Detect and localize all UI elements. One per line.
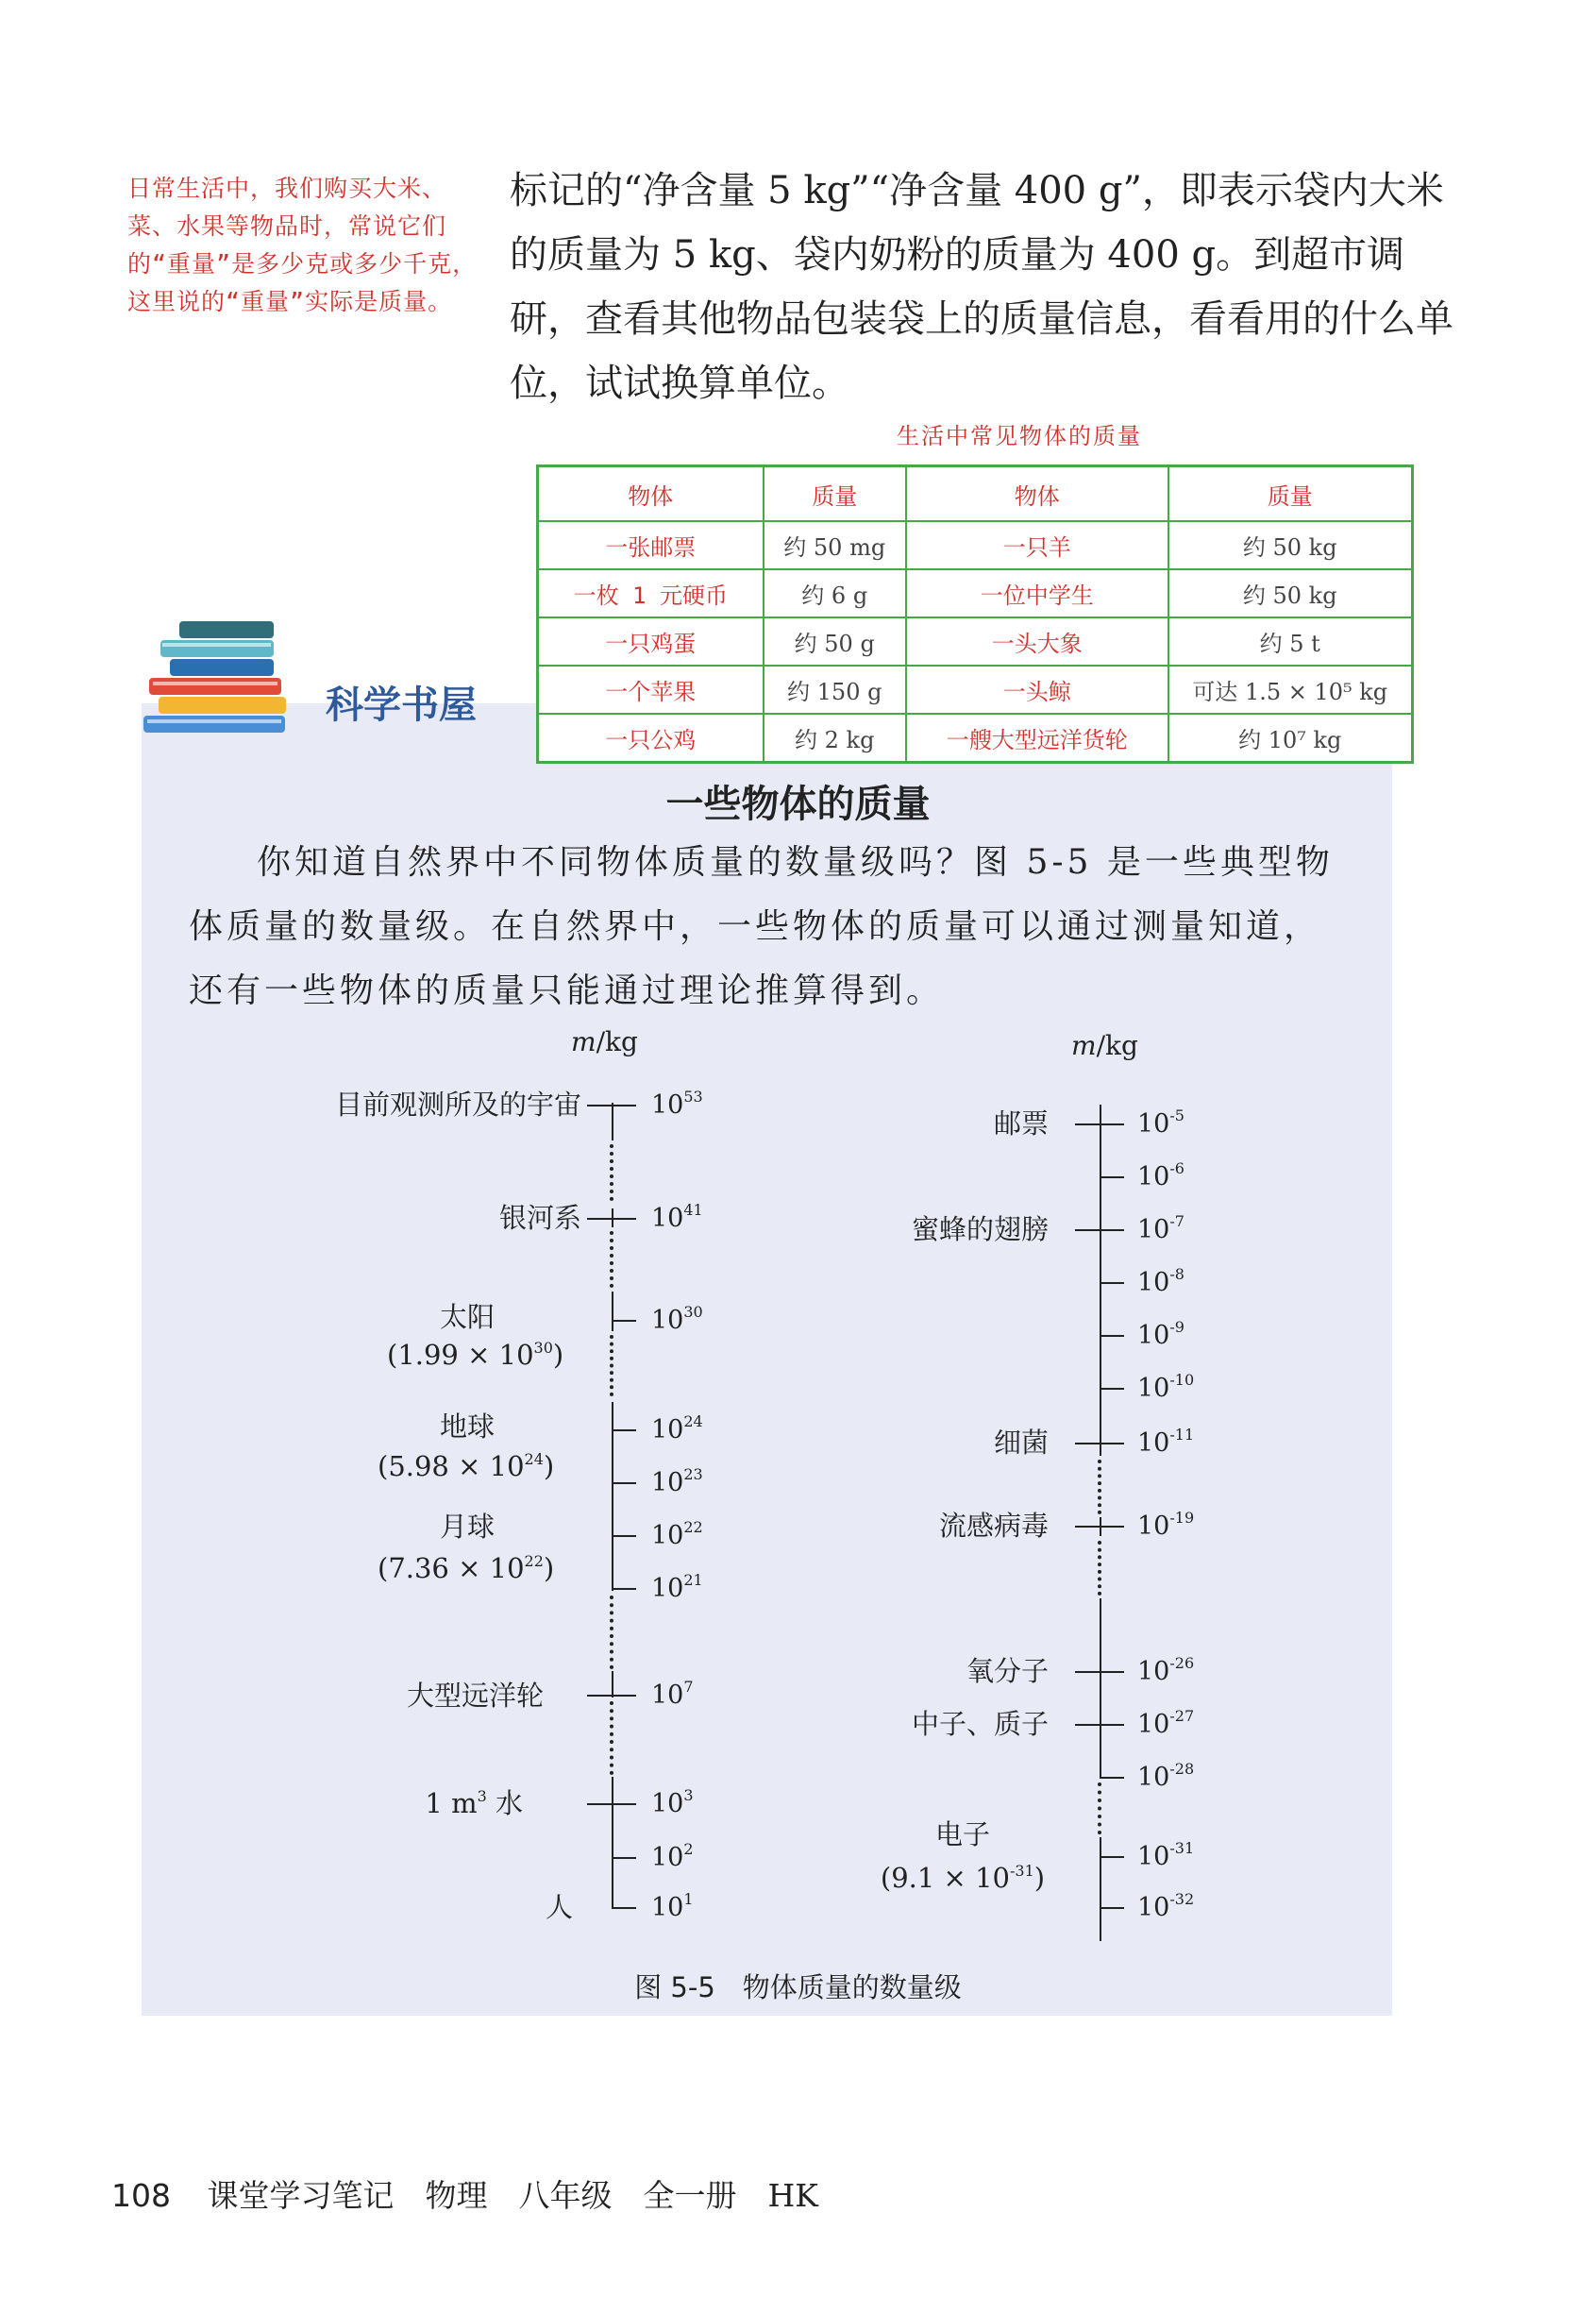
right-tick-label: $10^{-5}$	[1137, 1106, 1184, 1139]
left-tick-label: $10^{24}$	[651, 1412, 703, 1444]
table-row	[538, 521, 1413, 569]
unit-symbol: m	[1071, 1030, 1097, 1061]
table-cell: 一位中学生	[906, 569, 1168, 617]
tick-exponent: 2	[683, 1840, 694, 1858]
object-label: 地球	[439, 1410, 495, 1443]
right-tick	[1075, 1443, 1124, 1444]
object-label-mass	[868, 1862, 1057, 1894]
right-axis-segment	[1100, 1105, 1101, 1456]
tick-exponent: -8	[1169, 1265, 1184, 1283]
left-tick-label: $10^1$	[651, 1890, 694, 1922]
mass-text: (1.99 × 10	[387, 1339, 534, 1371]
table-header: 物体	[538, 466, 764, 522]
tick-exponent: -31	[1169, 1839, 1195, 1857]
mass-text: )	[543, 1552, 555, 1584]
table-cell: 一头鲸	[906, 666, 1168, 714]
object-label: 电子	[934, 1818, 990, 1850]
table-cell: 约 50 kg	[1168, 521, 1413, 569]
right-tick-label: $10^{-9}$	[1137, 1318, 1184, 1350]
table-cell: 约 2 kg	[764, 714, 906, 763]
right-tick-label: $10^{-6}$	[1137, 1159, 1184, 1191]
left-tick	[612, 1535, 636, 1537]
left-tick-label: $10^{53}$	[651, 1088, 703, 1120]
table-cell: 一张邮票	[538, 521, 764, 569]
right-tick	[1100, 1176, 1124, 1178]
tick-exponent: 30	[683, 1303, 703, 1321]
tick-exponent: -19	[1169, 1509, 1195, 1527]
left-tick-label: $10^3$	[651, 1786, 694, 1818]
left-tick-label: $10^7$	[651, 1678, 694, 1710]
tick-exponent: 53	[683, 1088, 703, 1106]
right-tick	[1075, 1671, 1124, 1673]
mass-exponent: 30	[533, 1339, 553, 1357]
tick-exponent: -6	[1169, 1159, 1184, 1177]
water-prefix: 1 m	[425, 1787, 478, 1819]
figure-caption: 图 5-5 物体质量的数量级	[634, 1971, 962, 2003]
left-tick	[587, 1803, 636, 1805]
right-tick	[1100, 1856, 1124, 1858]
right-axis-dots	[1098, 1541, 1105, 1596]
tick-exponent: 21	[683, 1571, 703, 1589]
tick-exponent: -27	[1169, 1707, 1195, 1725]
mass-text: )	[552, 1339, 564, 1371]
right-tick	[1075, 1123, 1124, 1125]
right-axis-dots	[1098, 1782, 1105, 1834]
table-cell: 约 6 g	[764, 569, 906, 617]
tick-exponent: -9	[1169, 1318, 1184, 1336]
object-label: 中子、质子	[911, 1708, 1049, 1740]
box-paragraph	[189, 831, 1340, 1023]
tick-exponent: 23	[683, 1465, 703, 1483]
mass-table	[536, 464, 1414, 764]
books-icon	[142, 614, 297, 736]
left-axis-dots	[610, 1596, 617, 1669]
left-tick-label: $10^2$	[651, 1840, 694, 1872]
mass-text: (5.98 × 10	[378, 1450, 525, 1482]
section-title: 一些物体的质量	[665, 783, 931, 826]
tick-exponent: 41	[683, 1201, 703, 1219]
object-label-mass	[378, 1450, 555, 1482]
box-label: 科学书屋	[326, 684, 477, 727]
right-axis-segment	[1100, 1837, 1101, 1941]
left-tick-label: $10^{41}$	[651, 1201, 703, 1233]
tick-exponent: -28	[1169, 1760, 1195, 1778]
left-tick-label: $10^{22}$	[651, 1518, 703, 1550]
right-tick	[1075, 1724, 1124, 1726]
tick-exponent: 24	[683, 1412, 703, 1430]
footer-text: 课堂学习笔记 物理 八年级 全一册 HK	[207, 2177, 818, 2214]
water-exponent: 3	[477, 1787, 487, 1805]
tick-exponent: -26	[1169, 1654, 1195, 1672]
table-cell: 一头大象	[906, 617, 1168, 666]
right-tick	[1100, 1282, 1124, 1284]
object-label: 邮票	[993, 1107, 1049, 1140]
left-axis-segment	[612, 1292, 613, 1331]
right-tick-label: $10^{-27}$	[1137, 1707, 1195, 1739]
tick-exponent: -32	[1169, 1890, 1195, 1908]
margin-note: 日常生活中，我们购买大米、菜、水果等物品时，常说它们的“重量”是多少克或多少千克，这里说的“重量”实际是质量。	[127, 175, 478, 315]
table-cell: 约 50 mg	[764, 521, 906, 569]
right-tick	[1075, 1526, 1124, 1528]
table-cell: 一枚 1 元硬币	[538, 569, 764, 617]
left-axis-segment	[612, 1777, 613, 1909]
table-row	[538, 617, 1413, 666]
box-text: 你知道自然界中不同物体质量的数量级吗？图 5-5 是一些典型物体质量的数量级。在自然界中，一些物体的质量可以通过测量知道，还有一些物体的质量只能通过理论推算得到。	[189, 843, 1334, 1010]
tick-exponent: 3	[683, 1786, 694, 1804]
object-label-mass	[378, 1552, 555, 1584]
mass-text: )	[1033, 1862, 1046, 1894]
mass-text: (7.36 × 10	[378, 1552, 525, 1584]
table-cell: 一只公鸡	[538, 714, 764, 763]
left-tick-label: $10^{30}$	[651, 1303, 703, 1335]
table-cell: 一只羊	[906, 521, 1168, 569]
right-tick	[1075, 1229, 1124, 1231]
left-axis-segment	[612, 1103, 613, 1140]
table-row	[538, 666, 1413, 714]
object-label: 蜜蜂的翅膀	[911, 1213, 1049, 1245]
object-label: 目前观测所及的宇宙	[334, 1089, 581, 1121]
right-tick-label: $10^{-11}$	[1137, 1426, 1195, 1458]
right-axis-segment	[1100, 1598, 1101, 1778]
right-tick-label: $10^{-7}$	[1137, 1212, 1184, 1244]
table-cell: 一只鸡蛋	[538, 617, 764, 666]
left-axis-dots	[610, 1144, 617, 1201]
object-label-water	[425, 1787, 523, 1819]
object-label: 银河系	[498, 1202, 581, 1234]
table-cell: 约 50 g	[764, 617, 906, 666]
tick-exponent: 22	[683, 1518, 703, 1536]
body-paragraph	[510, 159, 1463, 415]
right-tick-label: $10^{-28}$	[1137, 1760, 1195, 1792]
body-text: 标记的“净含量 5 kg”“净含量 400 g”，即表示袋内大米的质量为 5 kg、袋内奶粉的质量为 400 g。到超市调研，查看其他物品包装袋上的质量信息，看看用的什么单位，试试换算单位。	[510, 169, 1453, 405]
mass-text: (9.1 × 10	[880, 1862, 1010, 1894]
object-label: 太阳	[439, 1301, 495, 1333]
left-tick	[587, 1105, 636, 1106]
right-tick-label: $10^{-19}$	[1137, 1509, 1195, 1541]
mass-exponent: 22	[524, 1552, 544, 1570]
tick-exponent: -11	[1169, 1426, 1195, 1444]
mass-text: )	[543, 1450, 555, 1482]
object-label: 月球	[439, 1511, 495, 1543]
left-tick	[587, 1695, 636, 1697]
right-tick-label: $10^{-31}$	[1137, 1839, 1195, 1871]
unit-symbol: m	[571, 1026, 596, 1057]
left-tick	[612, 1907, 636, 1909]
table-caption: 生活中常见物体的质量	[897, 423, 1142, 449]
right-tick-label: $10^{-26}$	[1137, 1654, 1195, 1686]
table-cell: 一艘大型远洋货轮	[906, 714, 1168, 763]
mass-exponent: -31	[1009, 1862, 1034, 1880]
right-tick-label: $10^{-8}$	[1137, 1265, 1184, 1297]
left-axis-dots	[610, 1231, 617, 1288]
unit-rest: /kg	[596, 1026, 638, 1057]
object-label: 大型远洋轮	[406, 1680, 544, 1712]
water-text: 水	[495, 1787, 523, 1819]
table-cell: 约 50 kg	[1168, 569, 1413, 617]
tick-exponent: 7	[683, 1678, 694, 1696]
right-axis-dots	[1098, 1460, 1105, 1514]
left-axis-dots	[610, 1701, 617, 1775]
object-label: 细菌	[993, 1427, 1049, 1459]
tick-exponent: -10	[1169, 1371, 1195, 1389]
left-tick	[612, 1588, 636, 1590]
right-tick	[1100, 1335, 1124, 1337]
right-tick	[1100, 1907, 1124, 1909]
left-axis-dots	[610, 1335, 617, 1396]
table-cell: 可达 1.5 × 10⁵ kg	[1168, 666, 1413, 714]
object-label-mass	[387, 1339, 564, 1371]
right-tick-label: $10^{-32}$	[1137, 1890, 1195, 1922]
unit-rest: /kg	[1096, 1030, 1138, 1061]
table-row	[538, 714, 1413, 763]
tick-exponent: 1	[683, 1890, 694, 1908]
tick-exponent: -7	[1169, 1212, 1184, 1230]
left-tick	[612, 1482, 636, 1484]
tick-exponent: -5	[1169, 1106, 1184, 1124]
object-label: 人	[546, 1891, 574, 1923]
left-tick	[612, 1320, 636, 1322]
left-tick-label: $10^{21}$	[651, 1571, 703, 1603]
table-cell: 约 10⁷ kg	[1168, 714, 1413, 763]
table-cell: 一个苹果	[538, 666, 764, 714]
left-tick	[612, 1429, 636, 1431]
left-tick-label: $10^{23}$	[651, 1465, 703, 1497]
table-header: 物体	[906, 466, 1168, 522]
left-tick	[587, 1218, 636, 1220]
table-cell: 约 150 g	[764, 666, 906, 714]
page-number: 108	[111, 2177, 171, 2214]
right-unit-label	[1071, 1030, 1138, 1061]
table-header-row	[538, 466, 1413, 522]
table-row	[538, 569, 1413, 617]
object-label: 流感病毒	[938, 1510, 1049, 1542]
object-label: 氧分子	[966, 1655, 1049, 1687]
right-tick	[1100, 1388, 1124, 1390]
table-header: 质量	[1168, 466, 1413, 522]
mass-exponent: 24	[524, 1450, 544, 1468]
right-tick	[1100, 1777, 1124, 1779]
left-unit-label	[571, 1026, 638, 1057]
left-tick	[612, 1857, 636, 1859]
page-footer	[111, 2171, 818, 2216]
table-cell: 约 5 t	[1168, 617, 1413, 666]
table-header: 质量	[764, 466, 906, 522]
right-tick-label: $10^{-10}$	[1137, 1371, 1195, 1403]
left-axis-segment	[612, 1671, 613, 1697]
